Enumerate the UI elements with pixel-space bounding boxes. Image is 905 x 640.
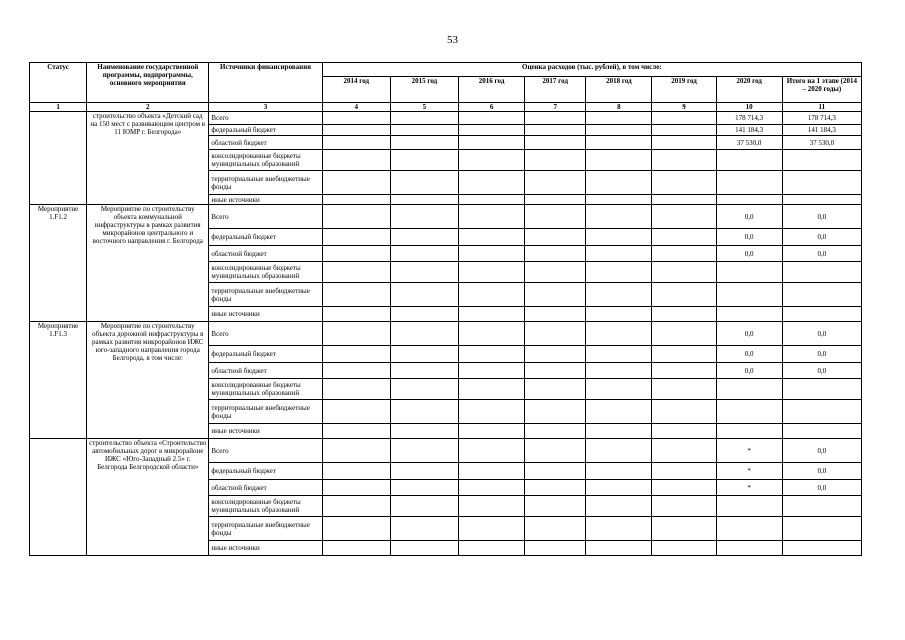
year-value-cell: [652, 363, 716, 379]
column-number: 11: [782, 103, 861, 112]
year-value-cell: [390, 283, 458, 307]
year-value-cell: [458, 283, 524, 307]
column-number-row: [30, 103, 862, 112]
funding-source-cell: Всего: [209, 322, 322, 346]
year-value-cell: [322, 307, 390, 322]
value-total-cell: 0,0: [782, 229, 861, 246]
value-2020-cell: [716, 400, 782, 424]
program-name-cell: строительство объекта «Строительство автомобильных дорог в микрорайоне ИЖС «Юго-Западный 2.5» г. Белгорода Белгородской области»: [87, 439, 209, 556]
year-value-cell: [586, 496, 652, 517]
year-value-cell: [586, 517, 652, 541]
year-value-cell: [652, 322, 716, 346]
value-2020-cell: 0,0: [716, 322, 782, 346]
table-row: [30, 112, 862, 125]
funding-source-cell: иные источники: [209, 195, 322, 205]
year-value-cell: [322, 439, 390, 463]
funding-source-cell: областной бюджет: [209, 246, 322, 262]
header-year: 2019 год: [652, 77, 716, 103]
status-cell: [30, 439, 87, 556]
funding-source-cell: областной бюджет: [209, 480, 322, 496]
status-cell: [30, 112, 87, 205]
year-value-cell: [586, 195, 652, 205]
value-2020-cell: [716, 424, 782, 439]
value-2020-cell: [716, 496, 782, 517]
year-value-cell: [652, 229, 716, 246]
year-value-cell: [586, 480, 652, 496]
year-value-cell: [322, 346, 390, 363]
value-2020-cell: [716, 150, 782, 171]
year-value-cell: [322, 112, 390, 125]
year-value-cell: [322, 229, 390, 246]
column-number: 3: [209, 103, 322, 112]
value-2020-cell: [716, 517, 782, 541]
funding-source-cell: областной бюджет: [209, 363, 322, 379]
value-total-cell: [782, 283, 861, 307]
year-value-cell: [525, 195, 586, 205]
header-year: 2018 год: [586, 77, 652, 103]
year-value-cell: [652, 112, 716, 125]
column-number: 6: [458, 103, 524, 112]
funding-source-cell: областной бюджет: [209, 136, 322, 150]
value-total-cell: 0,0: [782, 205, 861, 229]
value-total-cell: 0,0: [782, 322, 861, 346]
funding-source-cell: иные источники: [209, 541, 322, 556]
year-value-cell: [322, 496, 390, 517]
year-value-cell: [525, 379, 586, 400]
year-value-cell: [390, 125, 458, 136]
year-value-cell: [525, 480, 586, 496]
value-total-cell: [782, 195, 861, 205]
value-total-cell: [782, 517, 861, 541]
column-number: 10: [716, 103, 782, 112]
value-2020-cell: [716, 171, 782, 195]
year-value-cell: [586, 262, 652, 283]
year-value-cell: [652, 424, 716, 439]
year-value-cell: [652, 125, 716, 136]
year-value-cell: [652, 439, 716, 463]
value-2020-cell: [716, 307, 782, 322]
year-value-cell: [458, 112, 524, 125]
year-value-cell: [586, 150, 652, 171]
value-2020-cell: *: [716, 439, 782, 463]
year-value-cell: [525, 171, 586, 195]
status-cell: Мероприятие 1.F1.2: [30, 205, 87, 322]
year-value-cell: [322, 283, 390, 307]
table-body: [30, 112, 862, 556]
value-total-cell: [782, 171, 861, 195]
funding-source-cell: Всего: [209, 439, 322, 463]
year-value-cell: [652, 262, 716, 283]
year-value-cell: [322, 424, 390, 439]
year-value-cell: [322, 480, 390, 496]
year-value-cell: [586, 346, 652, 363]
value-total-cell: 141 184,3: [782, 125, 861, 136]
value-total-cell: 0,0: [782, 363, 861, 379]
year-value-cell: [458, 125, 524, 136]
year-value-cell: [525, 307, 586, 322]
year-value-cell: [458, 262, 524, 283]
value-total-cell: 0,0: [782, 246, 861, 262]
year-value-cell: [525, 439, 586, 463]
value-2020-cell: 0,0: [716, 205, 782, 229]
value-2020-cell: [716, 262, 782, 283]
value-2020-cell: 178 714,3: [716, 112, 782, 125]
value-total-cell: [782, 262, 861, 283]
year-value-cell: [458, 136, 524, 150]
program-name-cell: Мероприятие по строительству объекта дорожной инфраструктуры в рамках развития микрорайонов ИЖС юго-западного направления города Белгорода, в том числе:: [87, 322, 209, 439]
year-value-cell: [390, 439, 458, 463]
year-value-cell: [390, 205, 458, 229]
year-value-cell: [525, 205, 586, 229]
year-value-cell: [525, 229, 586, 246]
year-value-cell: [322, 463, 390, 480]
funding-source-cell: федеральный бюджет: [209, 346, 322, 363]
value-2020-cell: *: [716, 463, 782, 480]
year-value-cell: [322, 195, 390, 205]
year-value-cell: [586, 283, 652, 307]
year-value-cell: [652, 541, 716, 556]
funding-source-cell: консолидированные бюджеты муниципальных образований: [209, 379, 322, 400]
year-value-cell: [652, 496, 716, 517]
year-value-cell: [458, 439, 524, 463]
header-year: Итого на 1 этапе (2014 – 2020 годы): [782, 77, 861, 103]
year-value-cell: [390, 379, 458, 400]
year-value-cell: [652, 480, 716, 496]
header-estimate: Оценка расходов (тыс. рублей), в том числе:: [322, 63, 861, 77]
year-value-cell: [322, 363, 390, 379]
year-value-cell: [525, 262, 586, 283]
year-value-cell: [652, 400, 716, 424]
year-value-cell: [390, 517, 458, 541]
header-status: Статус: [30, 63, 87, 103]
year-value-cell: [458, 541, 524, 556]
year-value-cell: [322, 171, 390, 195]
year-value-cell: [525, 496, 586, 517]
year-value-cell: [458, 379, 524, 400]
year-value-cell: [652, 171, 716, 195]
year-value-cell: [586, 307, 652, 322]
year-value-cell: [652, 283, 716, 307]
year-value-cell: [458, 517, 524, 541]
year-value-cell: [458, 400, 524, 424]
year-value-cell: [652, 463, 716, 480]
year-value-cell: [458, 150, 524, 171]
year-value-cell: [390, 112, 458, 125]
year-value-cell: [586, 171, 652, 195]
value-total-cell: 0,0: [782, 463, 861, 480]
year-value-cell: [652, 195, 716, 205]
value-total-cell: [782, 541, 861, 556]
year-value-cell: [458, 496, 524, 517]
funding-source-cell: территориальные внебюджетные фонды: [209, 171, 322, 195]
year-value-cell: [525, 541, 586, 556]
year-value-cell: [525, 125, 586, 136]
year-value-cell: [390, 496, 458, 517]
funding-source-cell: федеральный бюджет: [209, 463, 322, 480]
value-2020-cell: *: [716, 480, 782, 496]
funding-source-cell: иные источники: [209, 307, 322, 322]
year-value-cell: [458, 229, 524, 246]
year-value-cell: [322, 400, 390, 424]
year-value-cell: [586, 136, 652, 150]
year-value-cell: [390, 246, 458, 262]
year-value-cell: [586, 322, 652, 346]
year-value-cell: [525, 400, 586, 424]
year-value-cell: [390, 363, 458, 379]
status-cell: Мероприятие 1.F1.3: [30, 322, 87, 439]
year-value-cell: [390, 322, 458, 346]
header-year: 2020 год: [716, 77, 782, 103]
year-value-cell: [652, 205, 716, 229]
table-row: [30, 322, 862, 346]
year-value-cell: [652, 246, 716, 262]
year-value-cell: [586, 229, 652, 246]
value-total-cell: 178 714,3: [782, 112, 861, 125]
year-value-cell: [586, 112, 652, 125]
table-header: [30, 63, 862, 112]
column-number: 8: [586, 103, 652, 112]
column-number: 1: [30, 103, 87, 112]
header-year: 2016 год: [458, 77, 524, 103]
year-value-cell: [322, 322, 390, 346]
value-2020-cell: [716, 283, 782, 307]
year-value-cell: [322, 541, 390, 556]
year-value-cell: [525, 463, 586, 480]
year-value-cell: [652, 379, 716, 400]
year-value-cell: [322, 262, 390, 283]
header-year: 2015 год: [390, 77, 458, 103]
year-value-cell: [586, 541, 652, 556]
funding-source-cell: иные источники: [209, 424, 322, 439]
year-value-cell: [458, 171, 524, 195]
year-value-cell: [322, 517, 390, 541]
table-row: [30, 205, 862, 229]
year-value-cell: [652, 136, 716, 150]
year-value-cell: [586, 205, 652, 229]
year-value-cell: [586, 439, 652, 463]
value-total-cell: [782, 400, 861, 424]
year-value-cell: [390, 195, 458, 205]
funding-source-cell: территориальные внебюджетные фонды: [209, 517, 322, 541]
year-value-cell: [322, 379, 390, 400]
year-value-cell: [390, 229, 458, 246]
year-value-cell: [458, 363, 524, 379]
funding-source-cell: консолидированные бюджеты муниципальных образований: [209, 150, 322, 171]
year-value-cell: [458, 424, 524, 439]
funding-source-cell: Всего: [209, 112, 322, 125]
value-total-cell: [782, 307, 861, 322]
value-2020-cell: 37 530,0: [716, 136, 782, 150]
table-row: [30, 439, 862, 463]
value-2020-cell: 0,0: [716, 363, 782, 379]
year-value-cell: [652, 346, 716, 363]
funding-source-cell: консолидированные бюджеты муниципальных образований: [209, 262, 322, 283]
year-value-cell: [390, 541, 458, 556]
year-value-cell: [458, 195, 524, 205]
year-value-cell: [390, 150, 458, 171]
year-value-cell: [322, 136, 390, 150]
year-value-cell: [525, 346, 586, 363]
column-number: 9: [652, 103, 716, 112]
year-value-cell: [586, 400, 652, 424]
year-value-cell: [390, 136, 458, 150]
budget-table: [29, 62, 862, 556]
year-value-cell: [390, 346, 458, 363]
year-value-cell: [586, 424, 652, 439]
column-number: 2: [87, 103, 209, 112]
header-sources: Источники финансирования: [209, 63, 322, 103]
value-2020-cell: 0,0: [716, 346, 782, 363]
value-2020-cell: [716, 195, 782, 205]
column-number: 4: [322, 103, 390, 112]
year-value-cell: [525, 150, 586, 171]
value-total-cell: 0,0: [782, 346, 861, 363]
value-2020-cell: 141 184,3: [716, 125, 782, 136]
program-name-cell: Мероприятие по строительству объекта коммунальной инфраструктуры в рамках развития микрорайонов центрального и восточного направления г. Белгорода: [87, 205, 209, 322]
header-year: 2014 год: [322, 77, 390, 103]
funding-source-cell: федеральный бюджет: [209, 125, 322, 136]
year-value-cell: [390, 262, 458, 283]
year-value-cell: [586, 125, 652, 136]
value-2020-cell: 0,0: [716, 229, 782, 246]
year-value-cell: [458, 480, 524, 496]
funding-source-cell: территориальные внебюджетные фонды: [209, 283, 322, 307]
year-value-cell: [458, 463, 524, 480]
year-value-cell: [525, 246, 586, 262]
value-2020-cell: 0,0: [716, 246, 782, 262]
year-value-cell: [652, 307, 716, 322]
year-value-cell: [322, 150, 390, 171]
year-value-cell: [525, 283, 586, 307]
value-total-cell: [782, 379, 861, 400]
header-name: Наименование государственной программы, подпрограммы, основного мероприятия: [87, 63, 209, 103]
year-value-cell: [525, 136, 586, 150]
value-2020-cell: [716, 541, 782, 556]
value-total-cell: [782, 150, 861, 171]
funding-source-cell: федеральный бюджет: [209, 229, 322, 246]
column-number: 7: [525, 103, 586, 112]
year-value-cell: [458, 322, 524, 346]
page-number: 53: [447, 34, 458, 46]
year-value-cell: [525, 363, 586, 379]
year-value-cell: [525, 322, 586, 346]
value-total-cell: [782, 424, 861, 439]
header-year: 2017 год: [525, 77, 586, 103]
year-value-cell: [458, 307, 524, 322]
year-value-cell: [390, 424, 458, 439]
year-value-cell: [525, 112, 586, 125]
year-value-cell: [525, 517, 586, 541]
year-value-cell: [586, 246, 652, 262]
year-value-cell: [390, 400, 458, 424]
funding-source-cell: консолидированные бюджеты муниципальных образований: [209, 496, 322, 517]
year-value-cell: [390, 307, 458, 322]
year-value-cell: [322, 125, 390, 136]
value-2020-cell: [716, 379, 782, 400]
program-name-cell: строительство объекта «Детский сад на 150 мест с развивающим центром в 11 ЮМР г. Белгорода»: [87, 112, 209, 205]
year-value-cell: [586, 363, 652, 379]
year-value-cell: [390, 480, 458, 496]
year-value-cell: [652, 517, 716, 541]
year-value-cell: [322, 205, 390, 229]
year-value-cell: [322, 246, 390, 262]
funding-source-cell: территориальные внебюджетные фонды: [209, 400, 322, 424]
value-total-cell: [782, 496, 861, 517]
year-value-cell: [586, 379, 652, 400]
value-total-cell: 0,0: [782, 439, 861, 463]
year-value-cell: [525, 424, 586, 439]
value-total-cell: 0,0: [782, 480, 861, 496]
year-value-cell: [390, 463, 458, 480]
funding-source-cell: Всего: [209, 205, 322, 229]
value-total-cell: 37 530,0: [782, 136, 861, 150]
year-value-cell: [458, 246, 524, 262]
year-value-cell: [586, 463, 652, 480]
year-value-cell: [458, 205, 524, 229]
year-value-cell: [652, 150, 716, 171]
year-value-cell: [458, 346, 524, 363]
column-number: 5: [390, 103, 458, 112]
year-value-cell: [390, 171, 458, 195]
